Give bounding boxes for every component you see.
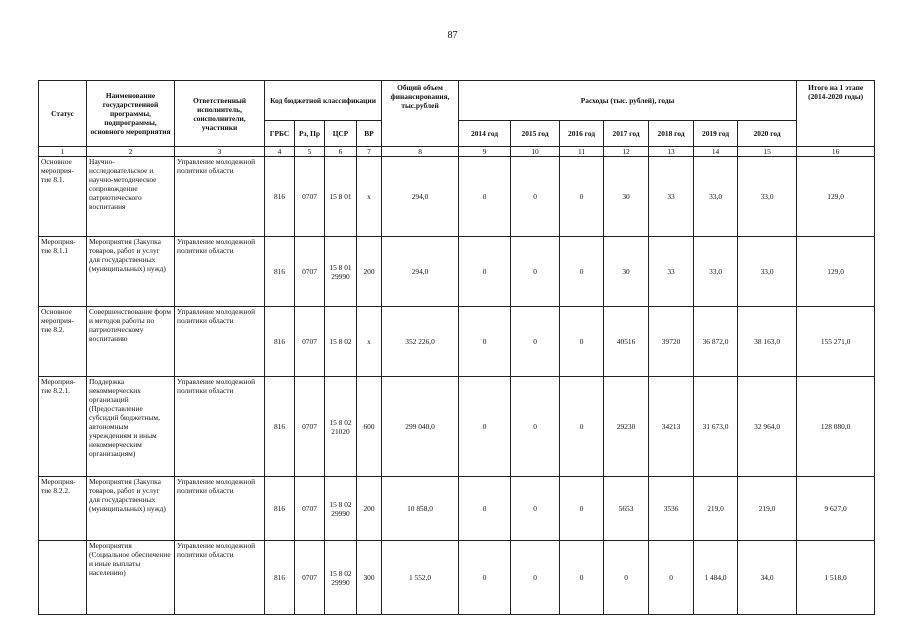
row-year-2018: 33 (649, 157, 694, 237)
page-number: 87 (447, 30, 458, 41)
header-year-2018: 2018 год (649, 121, 694, 147)
column-number-row (39, 147, 875, 157)
table-body (39, 157, 875, 615)
row-year-2014: 0 (459, 541, 511, 615)
header-vr: ВР (357, 121, 382, 147)
row-name: Мероприятия (Закупка товаров, работ и услуг для государственных (муниципальных) нужд) (87, 477, 175, 541)
table-row (39, 541, 875, 615)
header-stage-total: Итого на 1 этапе (2014-2020 годы) (797, 81, 875, 147)
header-expenses-group: Расходы (тыс. рублей), годы (459, 81, 797, 121)
row-year-2019: 31 673,0 (694, 377, 738, 477)
row-year-2017: 0 (604, 541, 649, 615)
row-rz-pr: 0707 (295, 307, 325, 377)
row-vr: х (357, 307, 382, 377)
column-number: 12 (604, 147, 649, 157)
row-responsible: Управление молодежной политики области (175, 237, 265, 307)
row-year-2016: 0 (560, 377, 604, 477)
row-status: Мероприя-тие 8.2.1. (39, 377, 87, 477)
row-name: Поддержка некоммерческих организаций (Предоставление субсидий бюджетным, автономным учреждениям и иным некоммерческим организациям) (87, 377, 175, 477)
header-csr: ЦСР (325, 121, 357, 147)
row-responsible: Управление молодежной политики области (175, 377, 265, 477)
row-vr: 200 (357, 477, 382, 541)
row-rz-pr: 0707 (295, 477, 325, 541)
column-number: 2 (87, 147, 175, 157)
row-year-2020: 219,0 (738, 477, 797, 541)
row-stage-total: 9 627,0 (797, 477, 875, 541)
row-csr: 15 8 02 29990 (325, 541, 357, 615)
row-year-2017: 29230 (604, 377, 649, 477)
row-year-2014: 0 (459, 477, 511, 541)
table-row (39, 237, 875, 307)
row-responsible: Управление молодежной политики области (175, 307, 265, 377)
row-year-2016: 0 (560, 477, 604, 541)
row-total-financing: 1 552,0 (382, 541, 459, 615)
row-year-2016: 0 (560, 541, 604, 615)
row-year-2020: 32 964,0 (738, 377, 797, 477)
row-stage-total: 129,0 (797, 157, 875, 237)
row-year-2015: 0 (511, 541, 560, 615)
row-year-2016: 0 (560, 157, 604, 237)
row-csr: 15 8 02 21020 (325, 377, 357, 477)
row-year-2014: 0 (459, 377, 511, 477)
budget-table (38, 80, 875, 615)
row-rz-pr: 0707 (295, 541, 325, 615)
row-stage-total: 155 271,0 (797, 307, 875, 377)
row-responsible: Управление молодежной политики области (175, 477, 265, 541)
column-number: 15 (738, 147, 797, 157)
row-status: Основное мероприя-тие 8.2. (39, 307, 87, 377)
column-number: 7 (357, 147, 382, 157)
row-vr: 600 (357, 377, 382, 477)
row-vr: 300 (357, 541, 382, 615)
header-name: Наименование государственной программы, подпрограммы, основного мероприятия (87, 81, 175, 147)
row-stage-total: 129,0 (797, 237, 875, 307)
row-name: Мероприятия (Социальное обеспечение и иные выплаты населению) (87, 541, 175, 615)
row-status: Основное мероприя-тие 8.1. (39, 157, 87, 237)
row-rz-pr: 0707 (295, 157, 325, 237)
row-grbs: 816 (265, 307, 295, 377)
row-year-2018: 0 (649, 541, 694, 615)
row-year-2014: 0 (459, 237, 511, 307)
header-year-2020: 2020 год (738, 121, 797, 147)
table-row (39, 377, 875, 477)
row-year-2016: 0 (560, 307, 604, 377)
column-number: 3 (175, 147, 265, 157)
row-year-2014: 0 (459, 307, 511, 377)
column-number: 4 (265, 147, 295, 157)
row-grbs: 816 (265, 237, 295, 307)
row-year-2015: 0 (511, 377, 560, 477)
row-year-2020: 33,0 (738, 237, 797, 307)
header-total-financing: Общий объем финансирования, тыс.рублей (382, 81, 459, 147)
row-csr: 15 8 02 (325, 307, 357, 377)
row-grbs: 816 (265, 377, 295, 477)
row-csr: 15 8 01 29990 (325, 237, 357, 307)
row-status: Мероприя-тие 8.1.1 (39, 237, 87, 307)
row-year-2020: 34,0 (738, 541, 797, 615)
table-row (39, 157, 875, 237)
row-total-financing: 10 858,0 (382, 477, 459, 541)
row-status (39, 541, 87, 615)
row-rz-pr: 0707 (295, 237, 325, 307)
row-year-2019: 219,0 (694, 477, 738, 541)
row-vr: х (357, 157, 382, 237)
header-year-2017: 2017 год (604, 121, 649, 147)
row-year-2019: 36 872,0 (694, 307, 738, 377)
row-year-2018: 33 (649, 237, 694, 307)
header-code-group: Код бюджетной классификации (265, 81, 382, 121)
row-total-financing: 299 040,0 (382, 377, 459, 477)
row-year-2017: 30 (604, 157, 649, 237)
row-name: Мероприятия (Закупка товаров, работ и услуг для государственных (муниципальных) нужд) (87, 237, 175, 307)
row-stage-total: 128 080,0 (797, 377, 875, 477)
row-vr: 200 (357, 237, 382, 307)
header-year-2016: 2016 год (560, 121, 604, 147)
row-year-2016: 0 (560, 237, 604, 307)
header-status: Статус (39, 81, 87, 147)
row-year-2020: 33,0 (738, 157, 797, 237)
row-responsible: Управление молодежной политики области (175, 541, 265, 615)
column-number: 6 (325, 147, 357, 157)
row-rz-pr: 0707 (295, 377, 325, 477)
column-number: 10 (511, 147, 560, 157)
row-grbs: 816 (265, 541, 295, 615)
row-name: Научно-исследовательское и научно-методическое сопровождение патриотического воспитания (87, 157, 175, 237)
header-year-2019: 2019 год (694, 121, 738, 147)
header-responsible: Ответственный исполнитель, соисполнители, участники (175, 81, 265, 147)
column-number: 14 (694, 147, 738, 157)
row-total-financing: 352 226,0 (382, 307, 459, 377)
row-year-2015: 0 (511, 477, 560, 541)
row-grbs: 816 (265, 477, 295, 541)
row-grbs: 816 (265, 157, 295, 237)
row-year-2015: 0 (511, 237, 560, 307)
row-year-2015: 0 (511, 307, 560, 377)
column-number: 8 (382, 147, 459, 157)
table-row (39, 307, 875, 377)
column-number: 11 (560, 147, 604, 157)
row-year-2020: 38 163,0 (738, 307, 797, 377)
row-csr: 15 8 01 (325, 157, 357, 237)
column-number: 13 (649, 147, 694, 157)
row-year-2017: 40516 (604, 307, 649, 377)
row-csr: 15 8 02 29990 (325, 477, 357, 541)
row-name: Совершенствование форм и методов работы по патриотическому воспитанию (87, 307, 175, 377)
row-year-2019: 33,0 (694, 157, 738, 237)
row-year-2019: 1 484,0 (694, 541, 738, 615)
row-total-financing: 294,0 (382, 157, 459, 237)
column-number: 1 (39, 147, 87, 157)
row-year-2018: 39720 (649, 307, 694, 377)
column-number: 16 (797, 147, 875, 157)
row-status: Мероприя-тие 8.2.2. (39, 477, 87, 541)
row-year-2018: 34213 (649, 377, 694, 477)
row-total-financing: 294,0 (382, 237, 459, 307)
row-year-2014: 0 (459, 157, 511, 237)
row-responsible: Управление молодежной политики области (175, 157, 265, 237)
column-number: 9 (459, 147, 511, 157)
header-rz-pr: Рз, Пр (295, 121, 325, 147)
row-year-2019: 33,0 (694, 237, 738, 307)
row-year-2018: 3536 (649, 477, 694, 541)
header-year-2014: 2014 год (459, 121, 511, 147)
row-year-2015: 0 (511, 157, 560, 237)
row-stage-total: 1 518,0 (797, 541, 875, 615)
header-grbs: ГРБС (265, 121, 295, 147)
table-row (39, 477, 875, 541)
header-year-2015: 2015 год (511, 121, 560, 147)
row-year-2017: 5653 (604, 477, 649, 541)
column-number: 5 (295, 147, 325, 157)
row-year-2017: 30 (604, 237, 649, 307)
